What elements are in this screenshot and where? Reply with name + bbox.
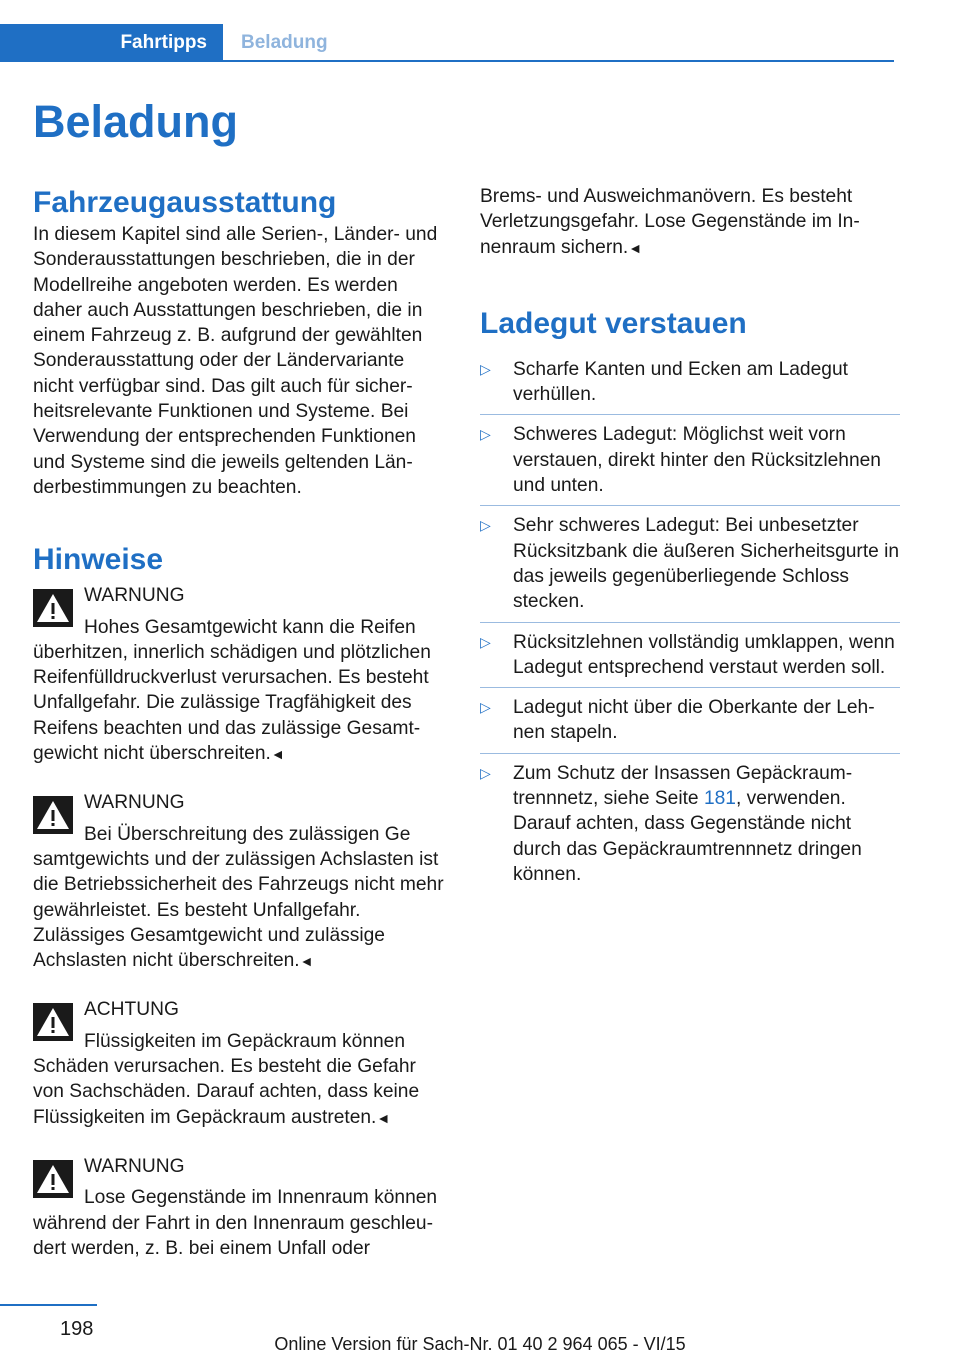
section-heading-hinweise: Hinweise [33, 543, 164, 577]
footer-divider [0, 1304, 97, 1306]
triangle-bullet-icon: ▷ [480, 699, 491, 716]
warning-block [33, 583, 449, 767]
section-body-fahrzeugausstattung: In diesem Kapitel sind alle Serien-, Länder- und Sonderausstattungen beschrieben, die in der Modellreihe angeboten werden. Es werden daher auch Ausstattungen beschrieben, die in einem Fahrzeug z. B. aufgrund der gewählten Sonderausstattung oder der Ländervariante nicht verfügbar sind. Das gilt auch für sicherheitsrelevante Funktionen und Systeme. Bei Verwendung der entsprechenden Funktionen und Systeme sind die jeweils geltenden Länderbestimmungen zu beachten. [33, 224, 438, 498]
section-heading-fahrzeugausstattung: Fahrzeugausstattung [33, 186, 337, 219]
warning-block [33, 1154, 449, 1261]
right-column [480, 184, 900, 901]
warning-text-first-line: Lose Gegenstände im Innenraum können [84, 1187, 438, 1209]
triangle-bullet-icon: ▷ [480, 764, 491, 781]
warning-triangle-icon [33, 796, 73, 834]
warning-triangle-icon [33, 1003, 73, 1041]
end-mark: ◄ [376, 1109, 391, 1126]
tab-fahrtipps[interactable]: Fahrtipps [0, 24, 223, 62]
header-divider [0, 60, 894, 62]
warning-label: WARNUNG [84, 585, 185, 607]
list-item: ▷ Zum Schutz der Insassen Gepäckraumtrennnetz, siehe Seite 181, verwenden. Darauf achten, dass Gegenstände nicht durch das Gepäckraumtrennnetz dringen können. [480, 762, 862, 885]
ladegut-list [480, 357, 900, 894]
list-item: ▷ Ladegut nicht über die Oberkante der Lehnen stapeln. [480, 695, 900, 754]
caution-block [33, 997, 449, 1130]
warning-block [33, 790, 449, 974]
end-mark: ◄ [270, 746, 285, 763]
triangle-bullet-icon: ▷ [480, 426, 491, 443]
caution-text-first-line: Flüssigkeiten im Gepäckraum können [84, 1030, 406, 1052]
triangle-bullet-icon: ▷ [480, 360, 491, 377]
list-item: ▷ Scharfe Kanten und Ecken am Ladegut verhüllen. [480, 357, 900, 416]
end-mark: ◄ [299, 953, 314, 970]
header-tabbar [0, 24, 894, 62]
triangle-bullet-icon: ▷ [480, 633, 491, 650]
list-item: ▷ Rücksitzlehnen vollständig umklappen, wenn Ladegut entsprechend verstaut werden soll. [480, 630, 900, 689]
warning-text: überhitzen, innerlich schädigen und plötzlichen Reifenfülldruckverlust verursachen. Es besteht Unfallgefahr. Die zulässige Tragfähigkeit des Reifens beachten und das zulässige Gesamtgewicht nicht überschreiten.◄ [33, 641, 431, 765]
warning-text-first-line: Hohes Gesamtgewicht kann die Reifen [84, 616, 416, 638]
warning-text: samtgewichts und der zulässigen Achslasten ist die Betriebssicherheit des Fahrzeugs nicht mehr gewährleistet. Es besteht Unfallgefahr. Zulässiges Gesamtgewicht und zulässige Achslasten nicht überschreiten.◄ [33, 848, 444, 972]
caution-text: Schäden verursachen. Es besteht die Gefahr von Sachschäden. Darauf achten, dass keine Flüssigkeiten im Gepäckraum austreten.◄ [33, 1056, 420, 1128]
caution-label: ACHTUNG [84, 999, 179, 1021]
warning-label: WARNUNG [84, 1155, 185, 1177]
triangle-bullet-icon: ▷ [480, 517, 491, 534]
page-number: 198 [60, 1318, 94, 1340]
warning-triangle-icon [33, 1160, 73, 1198]
list-item: ▷ Sehr schweres Ladegut: Bei unbesetzter Rücksitzbank die äußeren Sicherheitsgurte in das jeweils gegenüberliegende Schloss stecken. [480, 513, 900, 622]
left-column [33, 184, 449, 1261]
warning-text-continuation: Brems- und Ausweichmanövern. Es besteht Verletzungsgefahr. Lose Gegenstände im Innenraum sichern.◄ [480, 186, 860, 258]
warning-text: während der Fahrt in den Innenraum geschleudert werden, z. B. bei einem Unfall oder [33, 1212, 433, 1259]
list-item: ▷ Schweres Ladegut: Möglichst weit vorn verstauen, direkt hinter den Rücksitzlehnen und unten. [480, 422, 900, 506]
section-heading-ladegut-verstauen: Ladegut verstauen [480, 306, 747, 340]
warning-text-first-line: Bei Überschreitung des zulässigen Ge [84, 823, 411, 845]
page-title: Beladung [33, 96, 239, 147]
footer-version-text: Online Version für Sach-Nr. 01 40 2 964 065 - VI/15 [274, 1334, 686, 1354]
page-reference-link[interactable]: 181 [703, 788, 736, 810]
end-mark: ◄ [628, 239, 643, 256]
tab-beladung[interactable]: Beladung [241, 32, 328, 53]
warning-label: WARNUNG [84, 792, 185, 814]
warning-triangle-icon [33, 589, 73, 627]
